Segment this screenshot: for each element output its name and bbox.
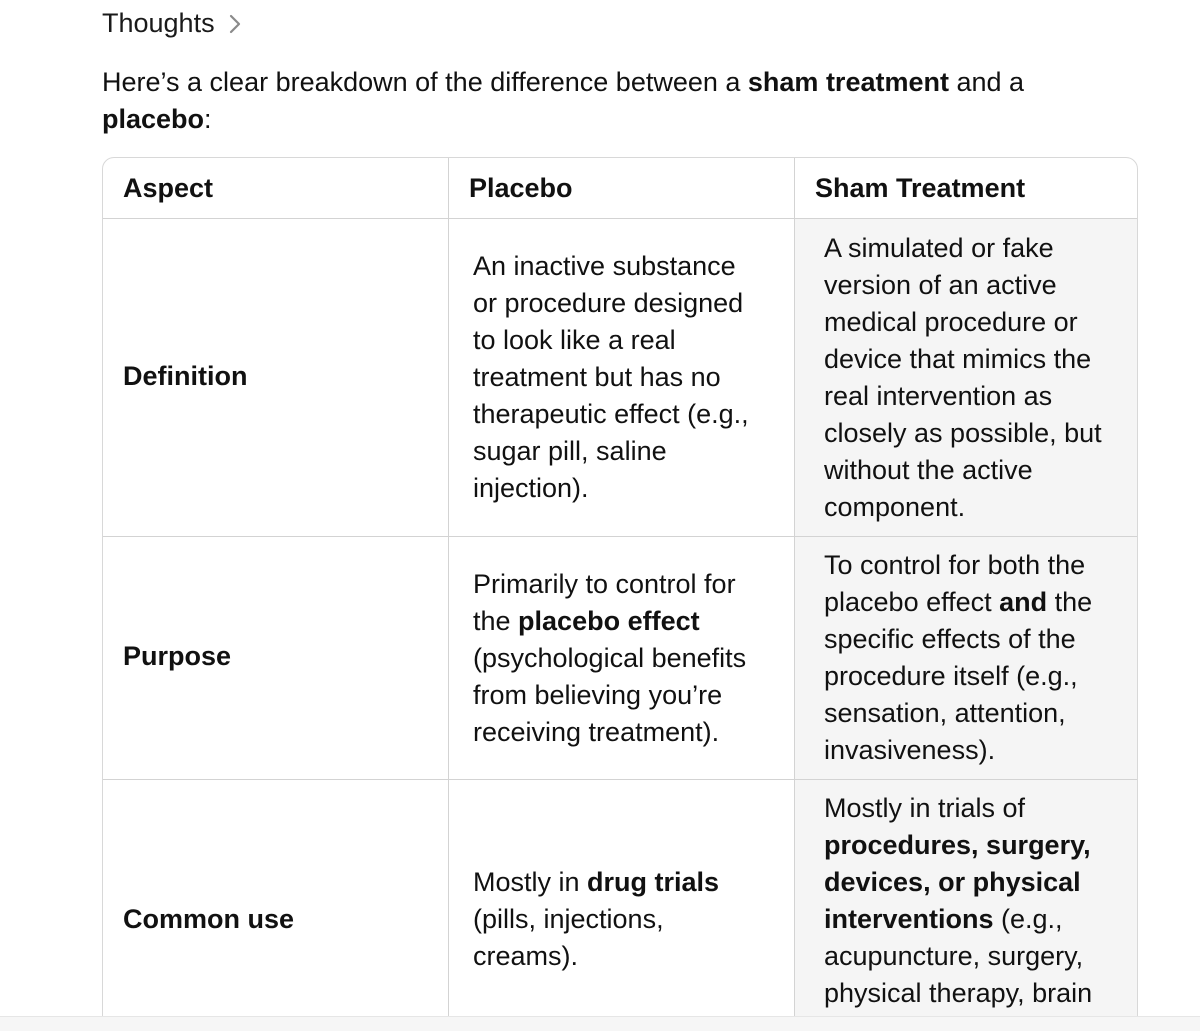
cell-line: injection). <box>473 473 589 503</box>
cell-bold-text: placebo effect <box>518 606 700 636</box>
cell-line: Mostly in trials of <box>824 793 1026 823</box>
row-divider <box>103 779 1137 780</box>
definition-sham-cell <box>824 230 1102 526</box>
cell-line: acupuncture, surgery, <box>824 941 1084 971</box>
cell-line: sugar pill, saline <box>473 436 667 466</box>
cell-line: device that mimics the <box>824 344 1092 374</box>
cell-line: sensation, attention, <box>824 698 1066 728</box>
cell-line: creams). <box>473 941 579 971</box>
row-label-common-use: Common use <box>123 904 295 934</box>
cell-line: therapeutic effect (e.g., <box>473 399 749 429</box>
cell-bold-text: interventions <box>824 904 994 934</box>
intro-bold-placebo: placebo <box>102 104 205 134</box>
cell-line: real intervention as <box>824 381 1053 411</box>
cell-line: closely as possible, but <box>824 418 1102 448</box>
cell-line: (pills, injections, <box>473 904 664 934</box>
common-use-placebo-cell <box>473 864 719 975</box>
cell-text: the <box>473 606 519 636</box>
cell-line: An inactive substance <box>473 251 736 281</box>
intro-text: Here’s a clear breakdown of the difference between a <box>102 67 748 97</box>
intro-bold-sham: sham treatment <box>747 67 949 97</box>
bottom-edge-bar <box>0 1016 1200 1031</box>
cell-line: medical procedure or <box>824 307 1078 337</box>
cell-line: version of an active <box>824 270 1057 300</box>
cell-line: physical therapy, brain <box>824 978 1093 1008</box>
cell-text: placebo effect <box>824 587 1000 617</box>
column-divider <box>448 158 449 1031</box>
row-divider <box>103 218 1137 219</box>
cell-line <box>824 864 1092 901</box>
definition-placebo-cell <box>473 248 749 507</box>
cell-bold-text: devices, or physical <box>824 867 1081 897</box>
cell-line: treatment but has no <box>473 362 721 392</box>
cell-line <box>824 584 1092 621</box>
cell-text: the <box>1047 587 1093 617</box>
cell-line: without the active <box>824 455 1033 485</box>
row-label-definition: Definition <box>123 361 248 391</box>
header-aspect: Aspect <box>123 173 214 203</box>
cell-line: component. <box>824 492 966 522</box>
row-label-purpose: Purpose <box>123 641 232 671</box>
cell-line: receiving treatment). <box>473 717 720 747</box>
cell-line <box>473 603 746 640</box>
comparison-table <box>102 157 1138 1031</box>
thoughts-toggle[interactable] <box>102 8 245 39</box>
intro-text: : <box>204 104 212 134</box>
cell-bold-text: drug trials <box>587 867 720 897</box>
purpose-placebo-cell <box>473 566 746 751</box>
cell-line <box>824 901 1092 938</box>
chevron-right-icon <box>225 13 245 35</box>
cell-line <box>824 827 1092 864</box>
cell-line: specific effects of the <box>824 624 1076 654</box>
header-sham-treatment: Sham Treatment <box>815 173 1026 203</box>
cell-line: procedure itself (e.g., <box>824 661 1078 691</box>
header-placebo: Placebo <box>469 173 573 203</box>
column-divider <box>794 158 795 1031</box>
cell-text: (e.g., <box>993 904 1063 934</box>
cell-line: or procedure designed <box>473 288 744 318</box>
thoughts-label: Thoughts <box>102 8 215 38</box>
cell-bold-text: and <box>999 587 1048 617</box>
cell-line: A simulated or fake <box>824 233 1054 263</box>
cell-line: To control for both the <box>824 550 1086 580</box>
cell-bold-text: procedures, surgery, <box>824 830 1091 860</box>
intro-paragraph <box>102 64 1062 138</box>
row-divider <box>103 536 1137 537</box>
cell-line: Primarily to control for <box>473 569 736 599</box>
cell-line: (psychological benefits <box>473 643 747 673</box>
purpose-sham-cell <box>824 547 1092 769</box>
intro-text: and a <box>948 67 1025 97</box>
cell-line: to look like a real <box>473 325 676 355</box>
cell-line <box>473 864 719 901</box>
common-use-sham-cell <box>824 790 1092 1012</box>
cell-line: from believing you’re <box>473 680 723 710</box>
cell-line: invasiveness). <box>824 735 996 765</box>
cell-text: Mostly in <box>473 867 588 897</box>
